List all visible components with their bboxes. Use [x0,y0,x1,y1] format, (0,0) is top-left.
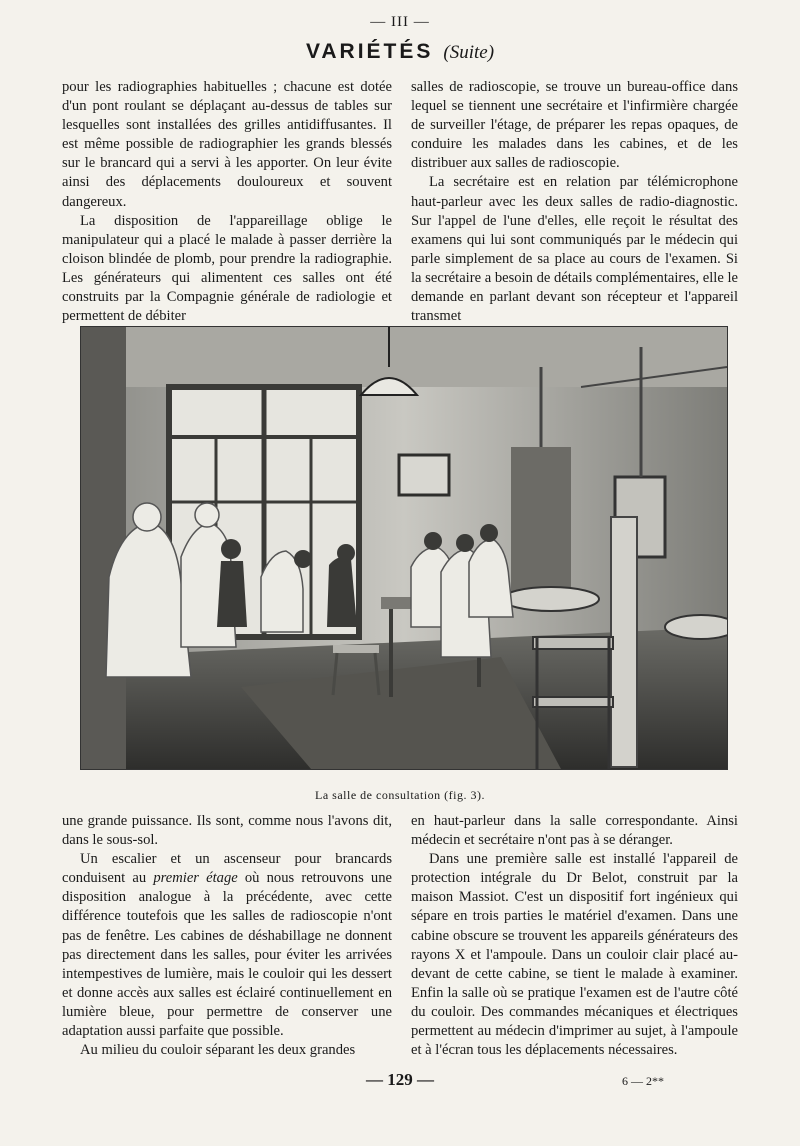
emphasis-text: premier étage [153,870,238,887]
paragraph: une grande puissance. Ils sont, comme nous l'avons dit, dans le sous-sol. [62,813,392,849]
paragraph: La disposition de l'appareillage oblige le manipulateur qui a placé le malade à passer derrière la cloison blindée de plomb, pour prendre la radiographie. Les générateurs qui alimentent ces salles ont été construits par la Compagnie générale de radiologie et permettent de débiter [62,212,392,325]
consultation-room-photo [80,326,728,770]
figure-caption: La salle de consultation (fig. 3). [315,788,485,802]
section-title: VARIÉTÉS [305,40,434,63]
paragraph: pour les radiographies habituelles ; chacune est dotée d'un pont roulant se déplaçant au-dessus de tables sur lesquelles sont installées des grilles antidiffusantes. Il est même possible de radiographier les grands blessés sur le brancard qui a servi à les apporter. On leur évite ainsi des déplacements douloureux et souvent dangereux. [62,79,392,210]
paragraph [62,850,392,1041]
page-roman-numeral: — III — [370,14,430,30]
column-top-left [62,78,392,326]
column-top-right [411,78,738,326]
text-run: où nous retrouvons une disposition analogue à la précédente, avec cette différence toutefois que les salles de radioscopie n'ont pas de fenêtre. Les cabines de déshabillage ne donnent pas directement dans les salles, pour éviter les arrivées intempestives de lumière, mais le couloir qui les dessert et donne accès aux salles est éclairé continuellement en lumière bleue, pour permettre de conserver une adaptation aussi parfaite que possible. [62,870,392,1040]
paragraph: en haut-parleur dans la salle correspondante. Ainsi médecin et secrétaire n'ont pas à se déranger. [411,813,738,849]
section-suite: (Suite) [443,42,495,63]
column-bottom-left [62,812,392,1060]
paragraph: Dans une première salle est installé l'appareil de protection intégrale du Dr Belot, construit par la maison Massiot. C'est un dispositif fort ingénieux qui sépare en trois parties le matériel d'examen. Dans une cabine obscure se trouvent les appareils générateurs des rayons X et l'ampoule. Dans un couloir clair placé au-devant de cette cabine, se tient le malade à examiner. Enfin la salle où se pratique l'examen est de l'autre côté du couloir. Des commandes mécaniques et électriques permettent au médecin d'imprimer au sujet, à l'ampoule et à l'écran tous les déplacements nécessaires. [411,851,738,1059]
column-bottom-right [411,812,738,1060]
printer-signature: 6 — 2** [622,1074,664,1088]
paragraph: Au milieu du couloir séparant les deux grandes [80,1042,356,1059]
paragraph: salles de radioscopie, se trouve un bureau-office dans lequel se tiennent une secrétaire et l'infirmière chargée de surveiller l'étage, de préparer les repas opaques, de conduire les malades dans les cabines, et de les distribuer aux salles de radioscopie. [411,79,738,172]
page-number: — 129 — [366,1070,434,1089]
text-run: Un escalier et un ascenseur pour brancards conduisent au [62,851,392,887]
paragraph: La secrétaire est en relation par télémicrophone haut-parleur avec les deux salles de radio-diagnostic. Sur l'appel de l'une d'elles, elle reçoit le résultat des examens qui lui sont communiqués par le médecin qui parle simplement de sa place au cours de l'examen. Si la secrétaire a besoin de détails complémentaires, elle le demande en parlant devant son récepteur et l'appareil transmet [411,174,738,325]
section-header [0,40,800,64]
